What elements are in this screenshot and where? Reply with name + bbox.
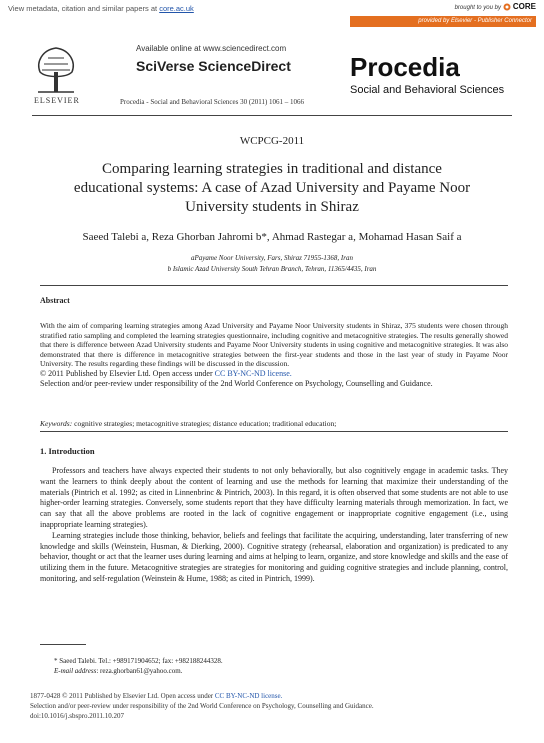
conference-name: WCPCG-2011 (239, 135, 305, 147)
title-line: Comparing learning strategies in traditional and distance (102, 161, 442, 177)
footnotes (54, 656, 223, 676)
keywords-label: Keywords: (40, 419, 73, 428)
elsevier-tree-icon (32, 44, 80, 96)
issn-text: 1877-0428 © 2011 Published by Elsevier Ltd. Open access under (30, 692, 215, 700)
elsevier-label: ELSEVIER (34, 96, 80, 105)
available-online: Available online at www.sciencedirect.com (136, 44, 287, 53)
title-line: University students in Shiraz (185, 199, 359, 215)
sciverse-logo: SciVerse ScienceDirect (136, 58, 291, 74)
metadata-text: View metadata, citation and similar papers at (8, 4, 160, 13)
footnote-email (54, 666, 223, 676)
paper-title (60, 160, 484, 217)
keywords-line (40, 419, 508, 428)
publication-footer (30, 691, 374, 721)
core-label: CORE (512, 2, 536, 11)
email-address: : reza.ghorban61@yahoo.com. (96, 667, 183, 675)
doi[interactable]: doi:10.1016/j.sbspro.2011.10.207 (30, 712, 125, 720)
email-label: E-mail address (54, 667, 97, 675)
journal-citation: Procedia - Social and Behavioral Sciences 30 (2011) 1061 – 1066 (120, 98, 305, 106)
author-list: Saeed Talebi a, Reza Ghorban Jahromi b*, Ahmad Rastegar a, Mohamad Hasan Saif a (82, 231, 462, 243)
affiliation-a: aPayame Noor University, Fars, Shiraz 71955-1368, Iran (191, 254, 353, 262)
core-link[interactable]: core.ac.uk (159, 4, 194, 13)
section-heading: 1. Introduction (40, 446, 95, 456)
paragraph: Professors and teachers have always expected their students to not only behaviorally, but also cognitively engage in academic tasks. They want the learners to think deeply about the content of learning and use the methods for learning that maximize their understanding of the materials (Pintrich et al. 1992; as cited in Linnenbrinc & Pintrich, 2003). In this regard, it is often observed that some students are not able to use higher-order learning strategies. Conversely, some students report that they have difficulty learning materials through memorization. In fact, we can say that all the above problems are rooted in the lack of cognitive engagement or inappropriate cognitive engagement (i.e., using inappropriate learning strategies). (40, 466, 508, 529)
footnote-contact: * Saeed Talebi. Tel.: +989171904652; fax: +982188244328. (54, 657, 223, 665)
license-link[interactable]: CC BY-NC-ND license. (214, 368, 292, 378)
core-logo-icon[interactable] (503, 2, 536, 11)
keywords-text: cognitive strategies; metacognitive strategies; distance education; traditional education; (72, 419, 337, 428)
copyright-line (40, 369, 508, 379)
abstract-top-rule (40, 285, 508, 286)
footnote-rule (40, 644, 86, 645)
procedia-logo: Procedia (350, 52, 460, 82)
procedia-subtitle: Social and Behavioral Sciences (350, 84, 505, 96)
footer-license-link[interactable]: CC BY-NC-ND license. (214, 692, 283, 700)
paragraph: Learning strategies include those thinking, behavior, beliefs and feelings that facilitate the acquiring, understanding, later transferring of new knowledge and skills (Weinstein, Husman, & Dierking, 2000). Cognitive strategy (rehearsal, elaboration and organization) is predicated to any behavior, thought or act that the learner uses during learning and aims at helping to learn, organize, and store knowledge and skills and the ease of utilizing them in the future. Metacognitive strategies are strategies for monitoring and guiding cognitive strategies and include planning, control, monitoring, and self-regulation (Weinstein & Hume, 1988; as cited in Pintrich, 1999). (40, 530, 508, 583)
provider-bar[interactable]: provided by Elsevier - Publisher Connector (350, 16, 536, 27)
issn-line (30, 691, 374, 701)
intro-body (40, 466, 508, 585)
header-divider (32, 115, 512, 116)
brought-by-text: brought to you by (454, 5, 501, 11)
core-metadata-bar (8, 4, 194, 13)
selection-note: Selection and/or peer-review under responsibility of the 2nd World Conference on Psychology, Counselling and Guidance. (40, 378, 433, 388)
footer-selection: Selection and/or peer-review under responsibility of the 2nd World Conference on Psychology, Counselling and Guidance. (30, 702, 374, 710)
abstract-heading: Abstract (40, 296, 70, 305)
brought-by (455, 2, 536, 11)
affiliation-b: b Islamic Azad University South Tehran Branch, Tehran, 11365/4435, Iran (167, 265, 377, 273)
abstract-bottom-rule (40, 431, 508, 432)
copyright-text: © 2011 Published by Elsevier Ltd. Open access under (40, 368, 215, 378)
title-line: educational systems: A case of Azad University and Payame Noor (73, 180, 471, 196)
abstract-text: With the aim of comparing learning strategies among Azad University and Payame Noor University students in Shiraz, 375 students were chosen through stratified ratio sampling and completed the learning strategies questionnaire, including cognitive and metacognitive strategies. The results generally showed that there is difference between Azad University students and Payame Noor University students in using cognitive and metacognitive strategies. It was also demonstrated that there is difference in metacognitive strategies between the first-year students and those in the last year of study in Payame Noor University. The results regarding these findings will be discussed in the discussion. (40, 321, 508, 369)
abstract-body (40, 321, 508, 388)
